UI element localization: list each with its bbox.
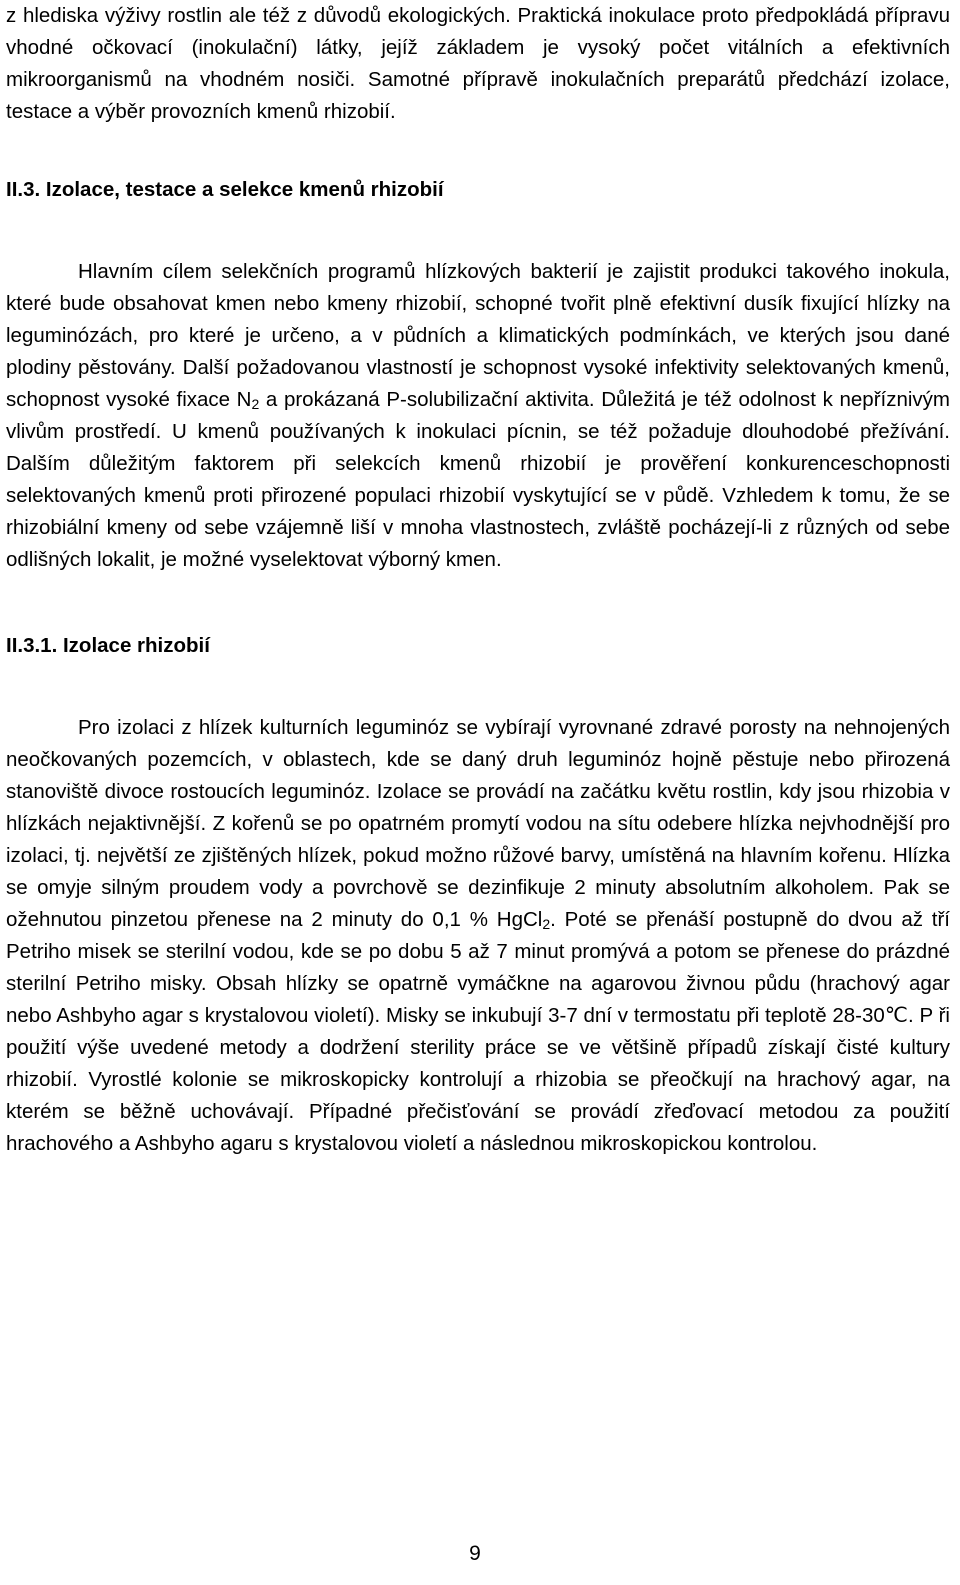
subsection-paragraph-text-1: Pro izolaci z hlízek kulturních leguminóz se vybírají vyrovnané zdravé porosty na nehnojených neočkovaných pozemcích, v oblastech, kde se daný druh leguminóz hojně pěstuje nebo přirozená stanoviště divoce rostoucích leguminóz. Izolace se provádí na začátku květu rostlin, kdy jsou rhizobia v hlízkách nejaktivnější. Z kořenů se po opatrném promytí vodou na sítu odebere hlízka nejvhodnější pro izolaci, tj. největší ze zjištěných hlízek, pokud možno růžové barvy, umístěná na hlavním kořenu. Hlízka se omyje silným proudem vody a povrchově se dezinfikuje 2 minuty absolutním alkoholem. Pak se ožehnutou pinzetou přenese na 2 minuty do 0,1 % HgCl [6,716,950,931]
section-paragraph [6,256,950,576]
nitrogen-subscript: 2 [251,396,260,412]
subsection-paragraph-text-2: . Poté se přenáší postupně do dvou až tří Petriho misek se sterilní vodou, kde se po dobu 5 až 7 minut promývá a potom se přenese do prázdné sterilní Petriho misky. Obsah hlízky se opatrně vymáčkne na agarovou živnou půdu (hrachový agar nebo Ashbyho agar s krystalovou violetí). Misky se inkubují 3-7 dní v termostatu při teplotě 28-30℃. P ři použití výše uvedené metody a dodržení sterility práce se ve většině případů získají čisté kultury rhizobií. Vyrostlé kolonie se mikroskopicky kontrolují a rhizobia se přeočkují na hrachový agar, na kterém se běžně uchovávají. Případné přečisťování se provádí zřeďovací metodou za použití hrachového a Ashbyho agaru s krystalovou violetí a následnou mikroskopickou kontrolou. [6,908,950,1155]
subsection-heading: II.3.1. Izolace rhizobií [6,634,210,657]
page-number: 9 [469,1542,481,1565]
subsection-paragraph [6,712,950,1160]
section-paragraph-text-2: a prokázaná P-solubilizační aktivita. Důležitá je též odolnost k nepříznivým vlivům prostředí. U kmenů používaných k inokulaci pícnin, se též požaduje dlouhodobé přežívání. Dalším důležitým faktorem při selekcích kmenů rhizobií je prověření konkurenceschopnosti selektovaných kmenů proti přirozené populaci rhizobií vyskytující se v půdě. Vzhledem k tomu, že se rhizobiální kmeny od sebe vzájemně liší v mnoha vlastnostech, zvláště pocházejí-li z různých od sebe odlišných lokalit, je možné vyselektovat výborný kmen. [6,388,950,571]
section-paragraph-text-1: Hlavním cílem selekčních programů hlízkových bakterií je zajistit produkci takového inokula, které bude obsahovat kmen nebo kmeny rhizobií, schopné tvořit plně efektivní dusík fixující hlízky na leguminózách, pro které je určeno, a v půdních a klimatických podmínkách, ve kterých jsou dané plodiny pěstovány. Další požadovanou vlastností je schopnost vysoké infektivity selektovaných kmenů, schopnost vysoké fixace N [6,260,950,411]
continuation-paragraph: z hlediska výživy rostlin ale též z důvodů ekologických. Praktická inokulace proto předpokládá přípravu vhodné očkovací (inokulační) látky, jejíž základem je vysoký počet vitálních a efektivních mikroorganismů na vhodném nosiči. Samotné přípravě inokulačních preparátů předchází izolace, testace a výběr provozních kmenů rhizobií. [6,4,950,123]
hgcl-subscript: 2 [542,916,551,932]
document-page [6,0,950,1160]
section-heading: II.3. Izolace, testace a selekce kmenů rhizobií [6,178,444,201]
